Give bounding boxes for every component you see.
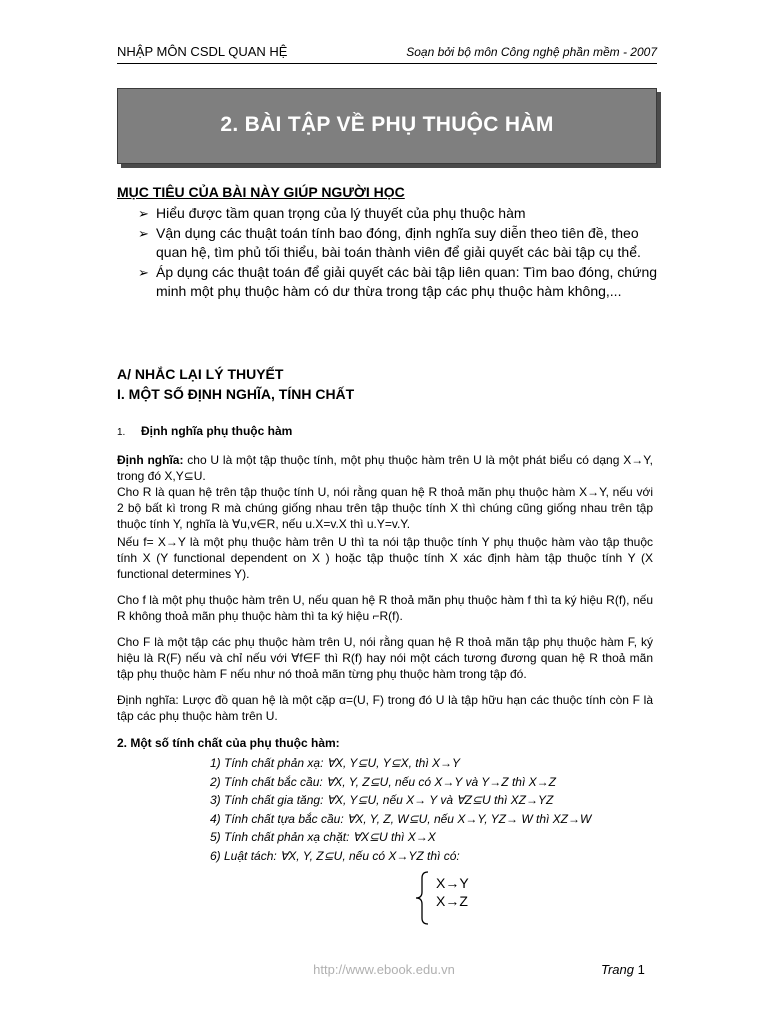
property-item: 2) Tính chất bắc cầu: ∀X, Y, Z⊆U, nếu có X→Y và Y→Z thì X→Z <box>210 774 556 789</box>
definition-text: cho U là một tập thuộc tính, một phụ thuộc hàm trên U là một phát biểu có dạng X→Y, trong đó X,Y⊆U. <box>117 453 653 483</box>
objective-item <box>138 263 658 302</box>
page-header <box>117 40 657 64</box>
property-item: 6) Luật tách: ∀X, Y, Z⊆U, nếu có X→YZ thì có: <box>210 848 460 863</box>
footer-url: http://www.ebook.edu.vn <box>313 962 455 977</box>
property-item: 4) Tính chất tựa bắc cầu: ∀X, Y, Z, W⊆U, nếu X→Y, YZ→ W thì XZ→W <box>210 811 592 826</box>
section-a-heading: A/ NHẮC LẠI LÝ THUYẾT <box>117 366 284 382</box>
objective-item <box>138 204 658 224</box>
paragraph-definition <box>117 452 653 532</box>
properties-list <box>210 754 591 866</box>
objectives-heading: MỤC TIÊU CỦA BÀI NÀY GIÚP NGƯỜI HỌC <box>117 184 405 200</box>
page-title: 2. BÀI TẬP VỀ PHỤ THUỘC HÀM <box>220 113 554 136</box>
title-banner <box>117 88 657 164</box>
property-item: 5) Tính chất phản xạ chặt: ∀X⊆U thì X→X <box>210 830 436 845</box>
header-author: Soạn bởi bộ môn Công nghệ phần mềm - 2007 <box>406 45 657 59</box>
subsection-2-heading: 2. Một số tính chất của phụ thuộc hàm: <box>117 736 340 750</box>
paragraph-dependency: Nếu f= X→Y là một phụ thuộc hàm trên U thì ta nói tập thuộc tính Y phụ thuộc hàm vào tập thuộc tính X (Y functional dependent on X ) hoặc tập thuộc tính X xác định hàm tập thuộc tính Y (X functional determines Y). <box>117 535 653 581</box>
page-number <box>601 962 645 977</box>
section-i-heading: I. MỘT SỐ ĐỊNH NGHĨA, TÍNH CHẤT <box>117 386 355 402</box>
objective-text: Hiểu được tầm quan trọng của lý thuyết của phụ thuộc hàm <box>156 205 526 221</box>
page-num: 1 <box>637 962 645 977</box>
subsection-1-heading <box>117 424 292 438</box>
subsection-title: Định nghĩa phụ thuộc hàm <box>141 424 293 438</box>
arrow-bullet-icon: ➢ <box>138 206 149 221</box>
definition-relation-text: Cho R là quan hệ trên tập thuộc tính U, nói rằng quan hệ R thoả mãn phụ thuộc hàm X→Y, nếu với 2 bộ bất kì trong R mà chúng giống nhau trên tập thuộc tính X thì chúng cũng giống nhau trên tập thuộc tính Y, nghĩa là ∀u,v∈R, nếu u.X=v.X thì u.Y=v.Y. <box>117 485 653 531</box>
definition-label: Định nghĩa: <box>117 453 184 467</box>
property-item: 1) Tính chất phản xạ: ∀X, Y⊆U, Y⊆X, thì X→Y <box>210 756 460 770</box>
curly-brace-icon <box>414 870 432 926</box>
brace-line: X→Y <box>436 875 469 891</box>
header-course-title: NHẬP MÔN CSDL QUAN HỆ <box>117 44 288 59</box>
paragraph-notation: Cho f là một phụ thuộc hàm trên U, nếu quan hệ R thoả mãn phụ thuộc hàm f thì ta ký hiệu R(f), nếu R không thoả mãn phụ thuộc hàm thì ta ký hiệu ⌐R(f). <box>117 593 653 623</box>
split-rule-result <box>414 870 494 926</box>
objectives-list <box>138 204 658 302</box>
arrow-bullet-icon: ➢ <box>138 225 149 241</box>
subsection-number: 1. <box>117 427 126 438</box>
objective-text: Vận dụng các thuật toán tính bao đóng, định nghĩa suy diễn theo tiên đề, theo quan hệ, tìm phủ tối thiểu, bài toán thành viên để giải quyết các bài tập cụ thể. <box>156 224 641 260</box>
arrow-bullet-icon: ➢ <box>138 264 149 280</box>
brace-content <box>436 874 469 910</box>
paragraph-schema: Định nghĩa: Lược đồ quan hệ là một cặp α=(U, F) trong đó U là tập hữu hạn các thuộc tính còn F là tập các phụ thuộc hàm trên U. <box>117 693 653 723</box>
brace-line: X→Z <box>436 893 468 909</box>
objective-item <box>138 224 658 263</box>
property-item: 3) Tính chất gia tăng: ∀X, Y⊆U, nếu X→ Y và ∀Z⊆U thì XZ→YZ <box>210 793 554 808</box>
objective-text: Áp dụng các thuật toán để giải quyết các bài tập liên quan: Tìm bao đóng, chứng minh một phụ thuộc hàm có dư thừa trong tập các phụ thuộc hàm không,... <box>156 263 658 299</box>
page-word: Trang <box>601 962 634 977</box>
paragraph-set-satisfaction: Cho F là một tập các phụ thuộc hàm trên U, nói rằng quan hệ R thoả mãn tập phụ thuộc hàm F, ký hiệu là R(F) nếu và chỉ nếu với ∀f∈F thì R(f) hay nói một cách tương đương quan hệ R thoả mãn tập phụ thuộc hàm F nếu như nó thoả mãn từng phụ thuộc hàm trong tập đó. <box>117 635 653 681</box>
